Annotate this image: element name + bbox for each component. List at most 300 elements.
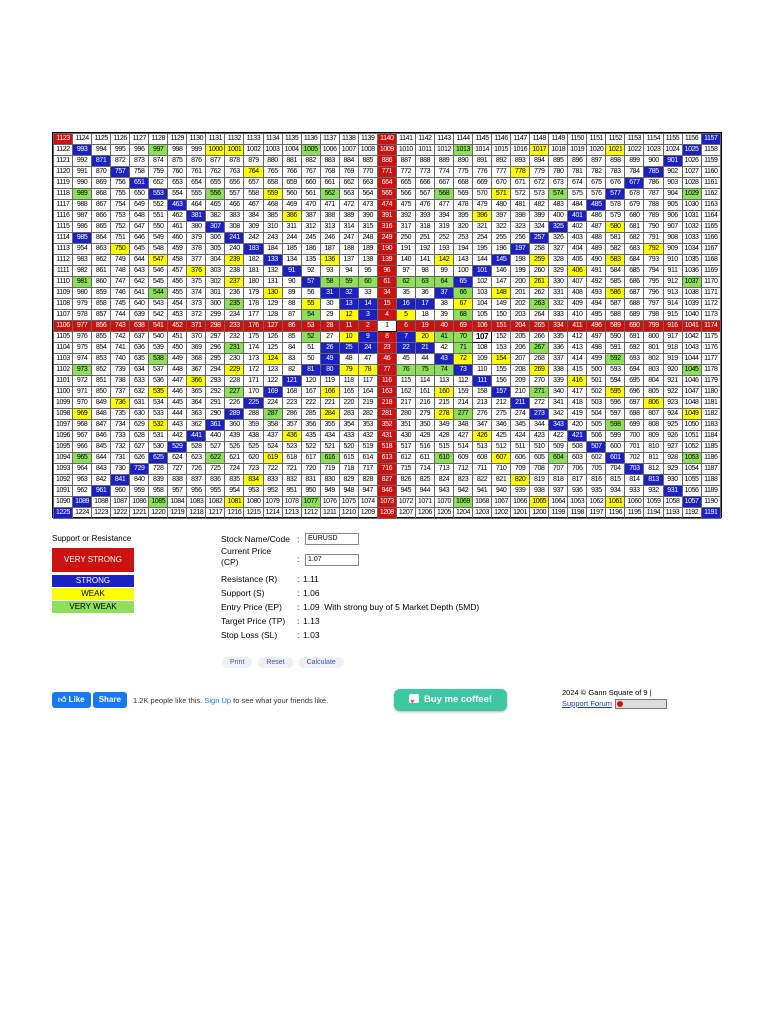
grid-cell: 1187 <box>701 464 720 475</box>
grid-cell: 14 <box>358 299 377 310</box>
grid-cell: 994 <box>92 145 111 156</box>
grid-cell: 376 <box>187 266 206 277</box>
grid-cell: 428 <box>434 431 453 442</box>
grid-cell: 380 <box>187 222 206 233</box>
grid-cell: 982 <box>73 266 92 277</box>
grid-cell: 333 <box>549 310 568 321</box>
grid-cell: 1176 <box>701 343 720 354</box>
grid-cell: 286 <box>282 409 301 420</box>
grid-cell: 587 <box>606 299 625 310</box>
grid-row <box>54 189 721 200</box>
grid-cell: 534 <box>149 398 168 409</box>
grid-cell: 63 <box>415 277 434 288</box>
grid-cell: 818 <box>549 475 568 486</box>
grid-cell: 1209 <box>358 508 377 519</box>
grid-cell: 17 <box>415 299 434 310</box>
grid-cell: 448 <box>168 365 187 376</box>
grid-cell: 1168 <box>701 255 720 266</box>
grid-cell: 168 <box>282 387 301 398</box>
grid-cell: 774 <box>434 167 453 178</box>
grid-cell: 74 <box>434 365 453 376</box>
grid-cell: 77 <box>377 365 396 376</box>
grid-cell: 1056 <box>682 486 701 497</box>
grid-cell: 541 <box>149 321 168 332</box>
grid-cell: 1060 <box>625 497 644 508</box>
grid-cell: 52 <box>301 332 320 343</box>
grid-cell: 55 <box>301 299 320 310</box>
grid-cell: 1044 <box>682 354 701 365</box>
grid-cell: 521 <box>320 442 339 453</box>
grid-cell: 95 <box>358 266 377 277</box>
grid-cell: 868 <box>92 189 111 200</box>
buy-coffee-button[interactable]: ♥ Buy me coffee! <box>394 689 507 711</box>
grid-cell: 1225 <box>54 508 73 519</box>
grid-cell: 337 <box>549 354 568 365</box>
grid-cell: 674 <box>568 178 587 189</box>
grid-cell: 243 <box>263 233 282 244</box>
grid-cell: 439 <box>225 431 244 442</box>
grid-cell: 886 <box>377 156 396 167</box>
grid-cell: 64 <box>434 277 453 288</box>
grid-cell: 1113 <box>54 244 73 255</box>
grid-cell: 622 <box>206 453 225 464</box>
grid-cell: 833 <box>263 475 282 486</box>
grid-cell: 1050 <box>682 420 701 431</box>
grid-cell: 1065 <box>530 497 549 508</box>
grid-cell: 218 <box>377 398 396 409</box>
grid-cell: 248 <box>358 233 377 244</box>
grid-cell: 1154 <box>644 134 663 145</box>
grid-cell: 42 <box>434 343 453 354</box>
grid-cell: 494 <box>587 299 606 310</box>
grid-cell: 270 <box>530 376 549 387</box>
grid-cell: 1166 <box>701 233 720 244</box>
share-button[interactable]: Share <box>93 692 127 708</box>
grid-cell: 792 <box>644 244 663 255</box>
grid-cell: 238 <box>225 266 244 277</box>
grid-cell: 771 <box>377 167 396 178</box>
grid-cell: 355 <box>320 420 339 431</box>
grid-cell: 1148 <box>530 134 549 145</box>
grid-cell: 744 <box>111 310 130 321</box>
grid-cell: 395 <box>453 211 472 222</box>
grid-cell: 1079 <box>263 497 282 508</box>
grid-cell: 800 <box>644 332 663 343</box>
grid-cell: 124 <box>263 354 282 365</box>
grid-cell: 1142 <box>415 134 434 145</box>
grid-cell: 271 <box>530 387 549 398</box>
grid-cell: 139 <box>377 255 396 266</box>
grid-cell: 780 <box>549 167 568 178</box>
grid-cell: 93 <box>320 266 339 277</box>
grid-cell: 986 <box>73 222 92 233</box>
grid-cell: 399 <box>530 211 549 222</box>
grid-cell: 292 <box>206 387 225 398</box>
grid-cell: 848 <box>92 409 111 420</box>
grid-cell: 1089 <box>73 497 92 508</box>
reset-button[interactable]: Reset <box>258 657 292 668</box>
grid-cell: 112 <box>453 376 472 387</box>
grid-cell: 1057 <box>682 497 701 508</box>
grid-cell: 343 <box>549 420 568 431</box>
signup-link[interactable]: Sign Up <box>204 695 232 705</box>
grid-cell: 990 <box>73 178 92 189</box>
grid-cell: 495 <box>587 310 606 321</box>
grid-cell: 997 <box>149 145 168 156</box>
grid-cell: 649 <box>130 200 149 211</box>
grid-cell: 1138 <box>339 134 358 145</box>
grid-cell: 566 <box>396 189 415 200</box>
grid-cell: 799 <box>644 321 663 332</box>
grid-cell: 265 <box>530 321 549 332</box>
entry-row: Entry Price (EP) : 1.09 With strong buy of 5 Market Depth (5MD) <box>221 602 480 612</box>
grid-cell: 798 <box>644 310 663 321</box>
grid-cell: 478 <box>453 200 472 211</box>
grid-cell: 450 <box>168 343 187 354</box>
grid-cell: 147 <box>492 277 511 288</box>
grid-cell: 106 <box>473 321 492 332</box>
grid-cell: 501 <box>587 376 606 387</box>
grid-cell: 1198 <box>568 508 587 519</box>
grid-cell: 1126 <box>111 134 130 145</box>
grid-cell: 864 <box>92 233 111 244</box>
grid-cell: 1205 <box>434 508 453 519</box>
facebook-widget <box>52 692 328 708</box>
grid-cell: 1156 <box>682 134 701 145</box>
grid-cell: 855 <box>92 332 111 343</box>
grid-cell: 732 <box>111 442 130 453</box>
grid-cell: 905 <box>663 200 682 211</box>
grid-cell: 11 <box>339 321 358 332</box>
grid-cell: 1106 <box>54 321 73 332</box>
grid-cell: 368 <box>187 354 206 365</box>
grid-cell: 1035 <box>682 255 701 266</box>
grid-cell: 506 <box>587 431 606 442</box>
grid-cell: 885 <box>358 156 377 167</box>
grid-cell: 763 <box>225 167 244 178</box>
grid-cell: 947 <box>358 486 377 497</box>
grid-cell: 900 <box>644 156 663 167</box>
grid-cell: 282 <box>358 409 377 420</box>
grid-cell: 83 <box>282 354 301 365</box>
grid-cell: 574 <box>549 189 568 200</box>
grid-cell: 92 <box>301 266 320 277</box>
grid-cell: 1014 <box>473 145 492 156</box>
grid-cell: 44 <box>415 354 434 365</box>
grid-cell: 392 <box>396 211 415 222</box>
grid-cell: 849 <box>92 398 111 409</box>
grid-cell: 1003 <box>263 145 282 156</box>
grid-cell: 1188 <box>701 475 720 486</box>
grid-cell: 160 <box>434 387 453 398</box>
grid-cell: 175 <box>244 332 263 343</box>
grid-cell: 892 <box>492 156 511 167</box>
grid-row <box>54 343 721 354</box>
grid-cell: 163 <box>377 387 396 398</box>
grid-cell: 996 <box>130 145 149 156</box>
grid-cell: 634 <box>130 365 149 376</box>
grid-cell: 293 <box>206 376 225 387</box>
grid-cell: 817 <box>568 475 587 486</box>
grid-cell: 419 <box>568 409 587 420</box>
grid-cell: 49 <box>320 354 339 365</box>
grid-cell: 369 <box>187 343 206 354</box>
grid-cell: 740 <box>111 354 130 365</box>
grid-cell: 835 <box>225 475 244 486</box>
grid-cell: 310 <box>263 222 282 233</box>
grid-cell: 943 <box>434 486 453 497</box>
grid-cell: 877 <box>206 156 225 167</box>
grid-cell: 916 <box>663 321 682 332</box>
grid-cell: 610 <box>434 453 453 464</box>
grid-cell: 226 <box>225 398 244 409</box>
grid-cell: 513 <box>473 442 492 453</box>
grid-cell: 1196 <box>606 508 625 519</box>
grid-cell: 939 <box>511 486 530 497</box>
grid-cell: 862 <box>92 255 111 266</box>
grid-cell: 244 <box>282 233 301 244</box>
grid-cell: 624 <box>168 453 187 464</box>
grid-cell: 1083 <box>187 497 206 508</box>
grid-cell: 794 <box>644 266 663 277</box>
grid-cell: 619 <box>263 453 282 464</box>
grid-cell: 969 <box>73 409 92 420</box>
grid-cell: 482 <box>530 200 549 211</box>
grid-cell: 65 <box>453 277 472 288</box>
grid-cell: 472 <box>339 200 358 211</box>
grid-cell: 10 <box>339 332 358 343</box>
grid-cell: 236 <box>225 288 244 299</box>
grid-cell: 683 <box>625 244 644 255</box>
grid-row <box>54 376 721 387</box>
grid-cell: 257 <box>530 233 549 244</box>
grid-cell: 890 <box>453 156 472 167</box>
grid-cell: 1088 <box>92 497 111 508</box>
grid-cell: 461 <box>168 222 187 233</box>
grid-cell: 536 <box>149 376 168 387</box>
grid-cell: 1202 <box>492 508 511 519</box>
grid-cell: 1184 <box>701 431 720 442</box>
grid-cell: 738 <box>111 376 130 387</box>
grid-cell: 437 <box>263 431 282 442</box>
grid-cell: 338 <box>549 365 568 376</box>
grid-cell: 637 <box>130 332 149 343</box>
grid-cell: 1200 <box>530 508 549 519</box>
grid-cell: 172 <box>244 365 263 376</box>
grid-cell: 790 <box>644 222 663 233</box>
grid-cell: 233 <box>225 321 244 332</box>
grid-cell: 40 <box>434 321 453 332</box>
grid-cell: 761 <box>187 167 206 178</box>
grid-cell: 235 <box>225 299 244 310</box>
support-forum-link[interactable]: Support Forum <box>562 699 613 708</box>
grid-cell: 1008 <box>358 145 377 156</box>
grid-cell: 21 <box>415 343 434 354</box>
grid-cell: 268 <box>530 354 549 365</box>
grid-cell: 252 <box>434 233 453 244</box>
grid-cell: 1185 <box>701 442 720 453</box>
grid-cell: 32 <box>339 288 358 299</box>
grid-cell: 806 <box>644 398 663 409</box>
grid-cell: 662 <box>339 178 358 189</box>
grid-cell: 1046 <box>682 376 701 387</box>
grid-cell: 691 <box>625 332 644 343</box>
grid-cell: 921 <box>663 376 682 387</box>
copyright-text: 2024 © Gann Square of 9 <box>562 688 648 697</box>
grid-cell: 532 <box>149 420 168 431</box>
grid-cell: 88 <box>282 299 301 310</box>
grid-cell: 211 <box>511 398 530 409</box>
grid-cell: 1005 <box>301 145 320 156</box>
grid-cell: 564 <box>358 189 377 200</box>
grid-cell: 726 <box>187 464 206 475</box>
grid-cell: 524 <box>263 442 282 453</box>
grid-cell: 1029 <box>682 189 701 200</box>
grid-cell: 498 <box>587 343 606 354</box>
grid-cell: 965 <box>73 453 92 464</box>
grid-cell: 131 <box>263 277 282 288</box>
grid-cell: 1109 <box>54 288 73 299</box>
thumbs-up-icon: 👍︎ <box>58 695 67 704</box>
grid-cell: 756 <box>111 178 130 189</box>
grid-cell: 897 <box>587 156 606 167</box>
grid-cell: 273 <box>530 409 549 420</box>
grid-cell: 359 <box>244 420 263 431</box>
grid-cell: 1018 <box>549 145 568 156</box>
grid-cell: 881 <box>282 156 301 167</box>
grid-cell: 503 <box>587 398 606 409</box>
grid-cell: 153 <box>492 343 511 354</box>
grid-cell: 372 <box>187 310 206 321</box>
like-button[interactable]: 👍︎ Like <box>52 692 91 708</box>
grid-cell: 433 <box>339 431 358 442</box>
grid-cell: 353 <box>358 420 377 431</box>
grid-cell: 793 <box>644 255 663 266</box>
grid-cell: 658 <box>263 178 282 189</box>
grid-cell: 760 <box>168 167 187 178</box>
grid-cell: 330 <box>549 277 568 288</box>
grid-cell: 38 <box>434 299 453 310</box>
grid-cell: 747 <box>111 277 130 288</box>
grid-cell: 529 <box>168 442 187 453</box>
grid-cell: 348 <box>453 420 472 431</box>
grid-cell: 1002 <box>244 145 263 156</box>
grid-cell: 396 <box>473 211 492 222</box>
grid-row <box>54 299 721 310</box>
grid-cell: 364 <box>187 398 206 409</box>
grid-cell: 352 <box>377 420 396 431</box>
grid-cell: 860 <box>92 277 111 288</box>
resistance-label: Resistance (R) <box>221 574 278 584</box>
grid-cell: 1098 <box>54 409 73 420</box>
grid-cell: 810 <box>644 442 663 453</box>
grid-cell: 1099 <box>54 398 73 409</box>
grid-cell: 938 <box>530 486 549 497</box>
grid-cell: 435 <box>301 431 320 442</box>
print-button[interactable]: Print <box>222 657 252 668</box>
grid-cell: 107 <box>473 332 492 343</box>
grid-cell: 387 <box>301 211 320 222</box>
grid-cell: 850 <box>92 387 111 398</box>
grid-cell: 177 <box>244 310 263 321</box>
grid-cell: 915 <box>663 310 682 321</box>
grid-cell: 76 <box>396 365 415 376</box>
grid-cell: 723 <box>244 464 263 475</box>
grid-cell: 813 <box>644 475 663 486</box>
calculate-button[interactable]: Calculate <box>299 657 344 668</box>
grid-cell: 118 <box>339 376 358 387</box>
grid-cell: 1175 <box>701 332 720 343</box>
grid-cell: 108 <box>473 343 492 354</box>
grid-cell: 911 <box>663 266 682 277</box>
grid-cell: 476 <box>415 200 434 211</box>
grid-cell: 1086 <box>130 497 149 508</box>
grid-cell: 25 <box>339 343 358 354</box>
stock-input[interactable] <box>305 533 359 545</box>
grid-cell: 1063 <box>568 497 587 508</box>
grid-cell: 665 <box>396 178 415 189</box>
grid-cell: 206 <box>511 343 530 354</box>
grid-cell: 680 <box>625 211 644 222</box>
grid-cell: 839 <box>149 475 168 486</box>
grid-cell: 743 <box>111 321 130 332</box>
grid-cell: 962 <box>73 486 92 497</box>
grid-cell: 1169 <box>701 266 720 277</box>
grid-cell: 111 <box>473 376 492 387</box>
grid-cell: 1183 <box>701 420 720 431</box>
grid-cell: 686 <box>625 277 644 288</box>
grid-cell: 512 <box>492 442 511 453</box>
support-value: 1.06 <box>303 588 320 598</box>
grid-cell: 1078 <box>282 497 301 508</box>
grid-cell: 197 <box>511 244 530 255</box>
grid-cell: 1095 <box>54 442 73 453</box>
grid-cell: 995 <box>111 145 130 156</box>
grid-cell: 830 <box>320 475 339 486</box>
grid-cell: 983 <box>73 255 92 266</box>
grid-cell: 767 <box>301 167 320 178</box>
legend-weak: WEAK <box>52 588 134 600</box>
grid-cell: 770 <box>358 167 377 178</box>
price-input[interactable] <box>305 554 359 566</box>
grid-cell: 981 <box>73 277 92 288</box>
grid-cell: 262 <box>530 288 549 299</box>
grid-cell: 514 <box>453 442 472 453</box>
grid-row <box>54 244 721 255</box>
grid-cell: 914 <box>663 299 682 310</box>
grid-cell: 1073 <box>377 497 396 508</box>
grid-cell: 1090 <box>54 497 73 508</box>
grid-cell: 1012 <box>434 145 453 156</box>
grid-cell: 1208 <box>377 508 396 519</box>
grid-cell: 102 <box>473 277 492 288</box>
grid-cell: 959 <box>130 486 149 497</box>
grid-cell: 463 <box>168 200 187 211</box>
grid-cell: 70 <box>453 332 472 343</box>
grid-cell: 1022 <box>625 145 644 156</box>
grid-cell: 1039 <box>682 299 701 310</box>
grid-cell: 605 <box>530 453 549 464</box>
grid-cell: 827 <box>377 475 396 486</box>
grid-cell: 313 <box>320 222 339 233</box>
grid-cell: 250 <box>396 233 415 244</box>
grid-cell: 1054 <box>682 464 701 475</box>
grid-cell: 82 <box>282 365 301 376</box>
grid-cell: 134 <box>282 255 301 266</box>
grid-cell: 301 <box>206 288 225 299</box>
grid-cell: 1203 <box>473 508 492 519</box>
grid-cell: 1040 <box>682 310 701 321</box>
